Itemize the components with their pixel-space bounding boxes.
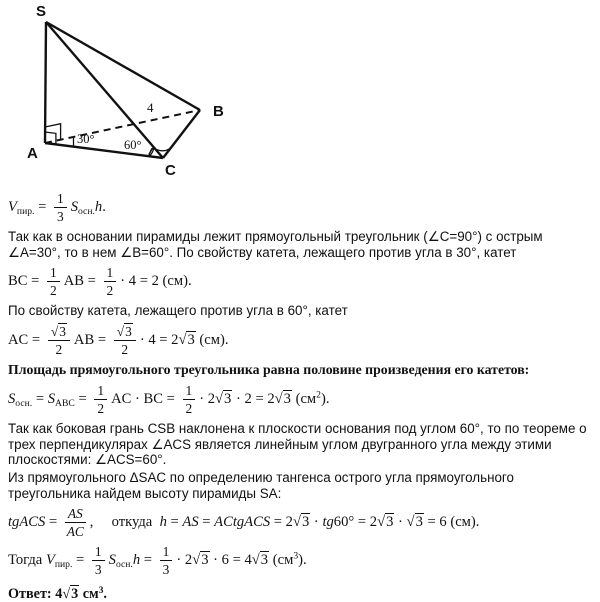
pyramid-diagram-container	[8, 0, 596, 182]
angle-a-label: 30°	[77, 132, 95, 146]
pyramid-edges	[45, 22, 200, 158]
para-area-statement: Площадь прямоугольного треугольника равна половине произведения его катетов:	[8, 362, 530, 378]
answer-line: Ответ: 4√3 $см^3$.	[8, 586, 107, 602]
vertex-label-b: B	[213, 103, 224, 120]
vertex-label-s: S	[36, 3, 47, 20]
vertex-label-a: A	[27, 145, 38, 162]
angle-c-label: 60°	[124, 138, 142, 152]
edge-ab-dashed	[45, 110, 200, 143]
pyramid-diagram	[8, 0, 258, 182]
para-dihedral-angle: Так как боковая грань CSB наклонена к плоскости основания под углом 60°, то по теореме о трех перпендикулярах ∠ACS является линейным углом двугранного угла между этими плоскостями: ∠ACS=60°.	[8, 421, 587, 468]
vertex-label-c: C	[165, 162, 176, 179]
para-cathetus-60: По свойству катета, лежащего против угла в 60°, катет	[8, 303, 348, 319]
formula-volume-definition: Vпир. = $\frac{1}{3}$ Sосн.h.	[8, 191, 106, 225]
para-tangent-height: Из прямоугольного ΔSAC по определению тангенса острого угла прямоугольного треугольника найдем высоту пирамиды SA:	[8, 469, 514, 501]
formula-tangent: tgACS = $\frac{AS}{AC}$ , откуда h = AS = ACtgACS = 2√3 · tg60° = 2√3 · √3 = 6 (см).	[8, 506, 480, 540]
edge-ab-length-label: 4	[147, 100, 154, 115]
formula-bc: BC = $\frac{1}{2}$ AB = $\frac{1}{2}$ · 4 = 2 (см).	[8, 265, 192, 299]
formula-final-volume: Тогда Vпир. = $\frac{1}{3}$ Sосн.h = $\frac{1}{3}$ · 2√3 · 6 = 4√3 $(см^3)$.	[8, 544, 307, 578]
formula-area: Sосн. = SABC = $\frac{1}{2}$ AC · BC = $\frac{1}{2}$ · 2√3 · 2 = 2√3 $(см^2)$.	[8, 383, 330, 417]
para-base-triangle: Так как в основании пирамиды лежит прямоугольный треугольник (∠C=90°) с острым ∠A=30°, то в нем ∠B=60°. По свойству катета, лежащего против угла в 30°, катет	[8, 229, 543, 260]
formula-ac: AC = $\frac{√3}{2}$ AB = $\frac{√3}{2}$ · 4 = 2√3 (см).	[8, 323, 229, 358]
